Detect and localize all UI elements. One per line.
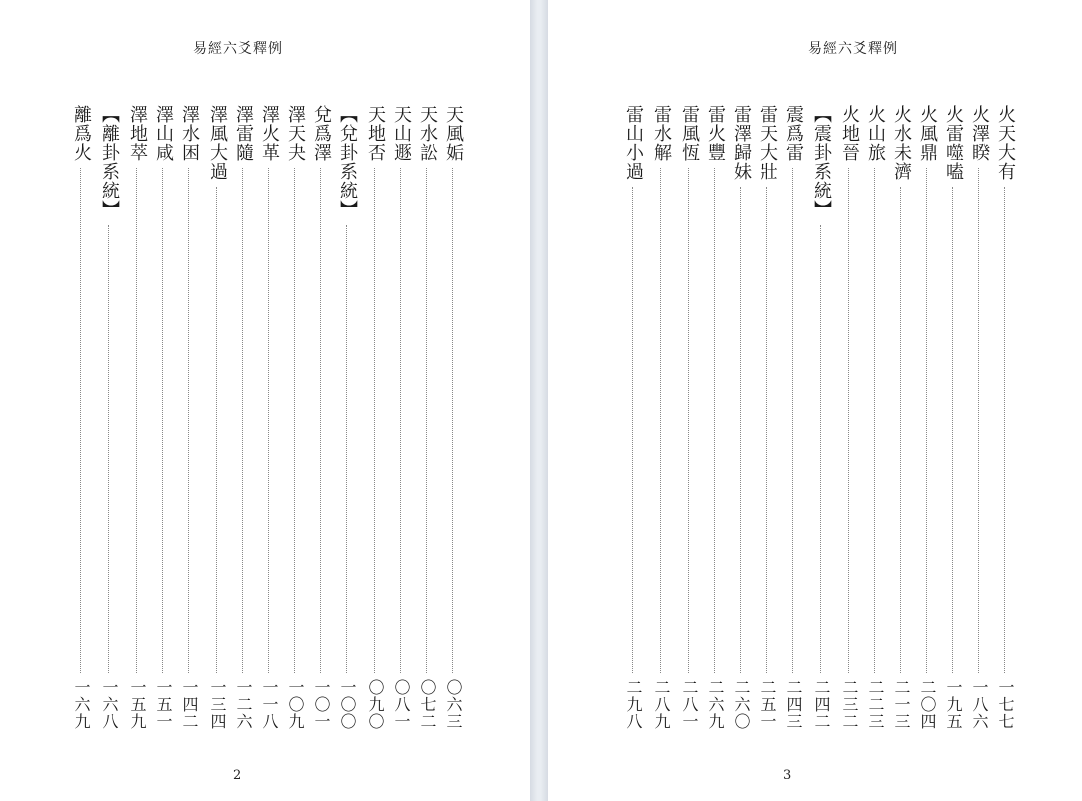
dotted-leader — [400, 168, 401, 673]
toc-entry-title: 雷風恆 — [679, 105, 700, 162]
toc-entry — [702, 105, 728, 730]
toc-entry — [256, 105, 282, 730]
dotted-leader — [792, 168, 793, 673]
toc-entry — [362, 105, 388, 730]
dotted-leader — [632, 187, 633, 673]
toc-entry-title: 澤火革 — [259, 105, 280, 162]
toc-entry-page: 一五一 — [154, 679, 173, 730]
toc-entry-page: 一二六 — [234, 679, 253, 730]
toc-entry-page: 二六〇 — [732, 679, 751, 730]
toc-entry-page: 一六九 — [72, 679, 91, 730]
toc-entry-title: 火水未濟 — [891, 105, 912, 181]
toc-entry-page: 二五一 — [758, 679, 777, 730]
toc-entry-title: 雷山小過 — [623, 105, 644, 181]
toc-entry — [68, 105, 94, 730]
toc-entry-page: 一八六 — [970, 679, 989, 730]
page-number: 2 — [233, 768, 242, 783]
dotted-leader — [820, 225, 821, 673]
dotted-leader — [1004, 187, 1005, 673]
toc-entry-title: 兌爲澤 — [311, 105, 332, 162]
toc-entry — [888, 105, 914, 730]
dotted-leader — [848, 168, 849, 673]
toc-entry-title: 火澤睽 — [969, 105, 990, 162]
dotted-leader — [978, 168, 979, 673]
toc-entry — [440, 105, 466, 730]
toc-entry — [728, 105, 754, 730]
toc-entry-title: 【離卦系統】 — [99, 105, 120, 219]
left-page — [0, 0, 530, 801]
toc-entry — [862, 105, 888, 730]
toc-entry-page: 一四二 — [180, 679, 199, 730]
toc-entry-title: 澤山咸 — [153, 105, 174, 162]
toc-entry — [992, 105, 1018, 730]
toc-entry-page: 二一三 — [892, 679, 911, 730]
dotted-leader — [660, 168, 661, 673]
toc-entry — [780, 105, 806, 730]
toc-entry — [150, 105, 176, 730]
toc-entry — [282, 105, 308, 730]
dotted-leader — [374, 168, 375, 673]
toc-entry — [966, 105, 992, 730]
toc-entry-title: 澤水困 — [179, 105, 200, 162]
toc-entry — [836, 105, 862, 730]
right-page — [548, 0, 1082, 801]
toc-entry — [676, 105, 702, 730]
toc-entry-title: 【兌卦系統】 — [337, 105, 358, 219]
toc-entry — [308, 105, 334, 730]
toc-entry-title: 火山旅 — [865, 105, 886, 162]
toc-entry-page: 一六八 — [100, 679, 119, 730]
toc-entry — [940, 105, 966, 730]
toc-entry-page: 一〇一 — [312, 679, 331, 730]
dotted-leader — [136, 168, 137, 673]
toc-entry-page: 一一八 — [260, 679, 279, 730]
toc-entry-title: 雷火豐 — [705, 105, 726, 162]
dotted-leader — [714, 168, 715, 673]
page-number: 3 — [783, 768, 792, 783]
toc-entry-title: 天山遯 — [391, 105, 412, 162]
toc-entry-title: 天風姤 — [443, 105, 464, 162]
toc-entry-title: 雷澤歸妹 — [731, 105, 752, 181]
toc-entry-title: 震爲雷 — [783, 105, 804, 162]
toc-section-heading — [334, 105, 360, 730]
toc-entry-page: 一五九 — [128, 679, 147, 730]
dotted-leader — [926, 168, 927, 673]
toc-entry-title: 火雷噬嗑 — [943, 105, 964, 181]
dotted-leader — [216, 187, 217, 673]
toc-entry-page: 一三四 — [208, 679, 227, 730]
running-head: 易經六爻釋例 — [193, 41, 283, 57]
toc-entry-page: 二〇四 — [918, 679, 937, 730]
dotted-leader — [900, 187, 901, 673]
toc-entry-title: 雷天大壯 — [757, 105, 778, 181]
toc-entry-title: 天地否 — [365, 105, 386, 162]
toc-entry — [620, 105, 646, 730]
dotted-leader — [426, 168, 427, 673]
toc-entry-page: 〇九〇 — [366, 679, 385, 730]
dotted-leader — [320, 168, 321, 673]
toc-entry-page: 二六九 — [706, 679, 725, 730]
toc-entry-title: 澤天夬 — [285, 105, 306, 162]
toc-entry-title: 火地晉 — [839, 105, 860, 162]
toc-entry-page: 一七七 — [996, 679, 1015, 730]
dotted-leader — [242, 168, 243, 673]
dotted-leader — [346, 225, 347, 673]
toc-section-heading — [808, 105, 834, 730]
toc-entry-page: 二八一 — [680, 679, 699, 730]
dotted-leader — [80, 168, 81, 673]
toc-entry-page: 二九八 — [624, 679, 643, 730]
toc-entry-page: 二四二 — [812, 679, 831, 730]
toc-entry-title: 火天大有 — [995, 105, 1016, 181]
toc-entry-page: 二三二 — [840, 679, 859, 730]
toc-entry-title: 離爲火 — [71, 105, 92, 162]
dotted-leader — [162, 168, 163, 673]
toc-entry-title: 澤雷隨 — [233, 105, 254, 162]
toc-entry — [648, 105, 674, 730]
dotted-leader — [294, 168, 295, 673]
book-gutter — [530, 0, 548, 801]
toc-entry-page: 〇八一 — [392, 679, 411, 730]
toc-entry-page: 二二三 — [866, 679, 885, 730]
toc-entry — [204, 105, 230, 730]
toc-entry-page: 二四三 — [784, 679, 803, 730]
toc-entry-page: 〇七二 — [418, 679, 437, 730]
dotted-leader — [108, 225, 109, 673]
toc-entry-title: 火風鼎 — [917, 105, 938, 162]
dotted-leader — [874, 168, 875, 673]
dotted-leader — [952, 187, 953, 673]
toc-entry-title: 【震卦系統】 — [811, 105, 832, 219]
toc-entry-page: 一〇九 — [286, 679, 305, 730]
dotted-leader — [268, 168, 269, 673]
toc-entry — [914, 105, 940, 730]
toc-entry — [754, 105, 780, 730]
toc-entry — [124, 105, 150, 730]
dotted-leader — [766, 187, 767, 673]
toc-entry — [414, 105, 440, 730]
toc-entry-title: 澤地萃 — [127, 105, 148, 162]
running-head: 易經六爻釋例 — [808, 41, 898, 57]
toc-entry-title: 雷水解 — [651, 105, 672, 162]
toc-entry — [230, 105, 256, 730]
dotted-leader — [740, 187, 741, 673]
toc-entry-page: 一〇〇 — [338, 679, 357, 730]
toc-entry-title: 澤風大過 — [207, 105, 228, 181]
dotted-leader — [688, 168, 689, 673]
toc-entry-page: 二八九 — [652, 679, 671, 730]
toc-entry-page: 〇六三 — [444, 679, 463, 730]
toc-entry — [176, 105, 202, 730]
toc-entry — [388, 105, 414, 730]
toc-entry-page: 一九五 — [944, 679, 963, 730]
dotted-leader — [452, 168, 453, 673]
toc-section-heading — [96, 105, 122, 730]
dotted-leader — [188, 168, 189, 673]
toc-entry-title: 天水訟 — [417, 105, 438, 162]
